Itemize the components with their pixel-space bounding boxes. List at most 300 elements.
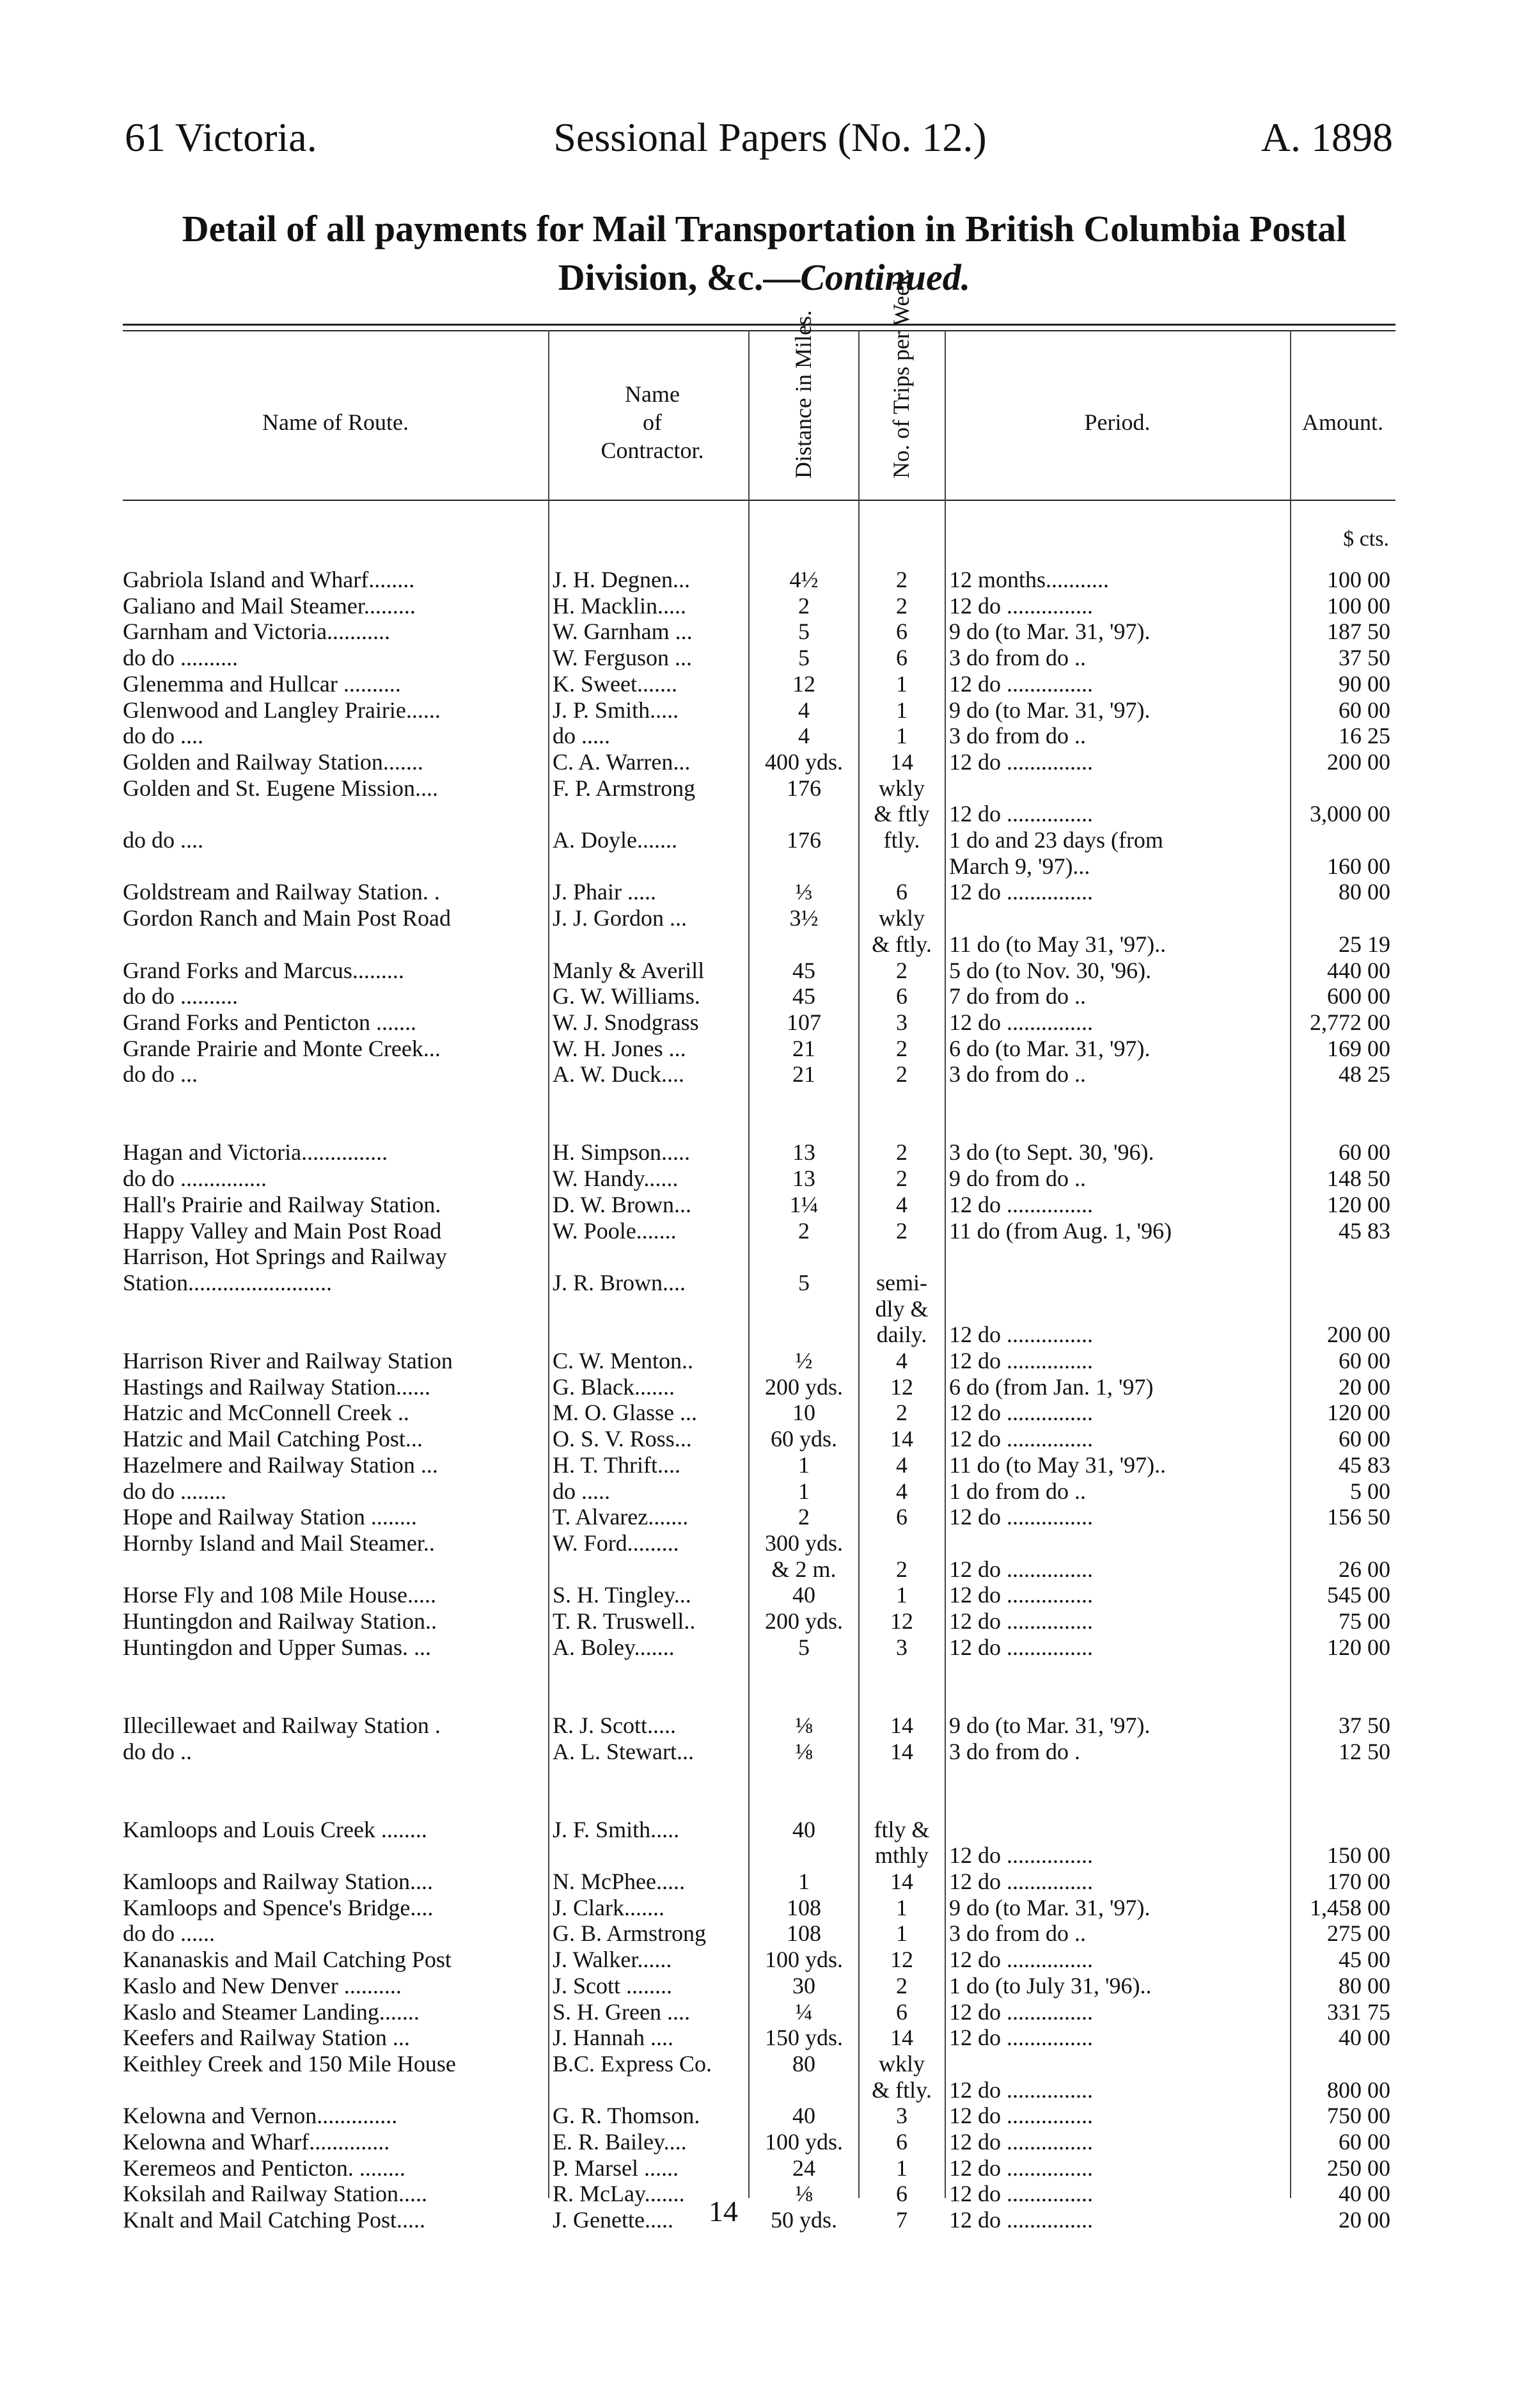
col-head-distance: Distance in Miles. bbox=[790, 310, 816, 479]
table-row bbox=[123, 1296, 1395, 1322]
cell-distance: 5 bbox=[798, 1634, 810, 1660]
cell-period: 7 do from do .. bbox=[949, 983, 1086, 1009]
cell-period: 12 do ............... bbox=[949, 1426, 1093, 1452]
cell-period: 12 do ............... bbox=[949, 1504, 1093, 1530]
cell-contractor: W. Poole....... bbox=[553, 1217, 677, 1244]
cell-amount: 156 50 bbox=[1327, 1504, 1390, 1530]
cell-trips: 2 bbox=[896, 1035, 908, 1061]
cell-trips: 1 bbox=[896, 670, 908, 697]
cell-trips: 12 bbox=[890, 1608, 913, 1634]
cell-trips: 7 bbox=[896, 2207, 908, 2233]
cell-route: Kaslo and Steamer Landing....... bbox=[123, 1998, 420, 2025]
cell-route: Hope and Railway Station ........ bbox=[123, 1504, 417, 1530]
table-row bbox=[123, 1009, 1395, 1035]
cell-contractor: A. Boley....... bbox=[553, 1634, 675, 1660]
header-bottom-rule bbox=[123, 500, 1395, 501]
cell-contractor: W. H. Jones ... bbox=[553, 1035, 686, 1061]
cell-route: Hall's Prairie and Railway Station. bbox=[123, 1191, 441, 1217]
cell-amount: 545 00 bbox=[1327, 1582, 1390, 1608]
cell-trips: 2 bbox=[896, 1972, 908, 1998]
cell-contractor: do ..... bbox=[553, 723, 610, 749]
cell-distance: 40 bbox=[792, 2103, 815, 2129]
cell-distance: 108 bbox=[787, 1920, 821, 1947]
cell-contractor: G. R. Thomson. bbox=[553, 2103, 700, 2129]
cell-amount: 120 00 bbox=[1327, 1634, 1390, 1660]
cell-distance: 45 bbox=[792, 983, 815, 1009]
cell-trips: semi- bbox=[876, 1269, 927, 1295]
cell-contractor: J. Walker...... bbox=[553, 1947, 672, 1973]
cell-period: 11 do (to May 31, '97).. bbox=[949, 1452, 1167, 1478]
table-row bbox=[123, 1660, 1395, 1686]
cell-amount: 250 00 bbox=[1327, 2155, 1390, 2181]
cell-distance: 1¼ bbox=[789, 1191, 819, 1217]
cell-contractor: Manly & Averill bbox=[553, 957, 705, 983]
cell-amount: 60 00 bbox=[1339, 1426, 1390, 1452]
table-row bbox=[123, 801, 1395, 827]
cell-route: do do ...... bbox=[123, 1920, 215, 1947]
table-row bbox=[123, 645, 1395, 670]
table-row bbox=[123, 2025, 1395, 2050]
cell-trips: dly & bbox=[875, 1295, 929, 1322]
col-head-route: Name of Route. bbox=[262, 409, 409, 435]
cell-amount: 331 75 bbox=[1327, 1998, 1390, 2025]
cell-contractor: A. L. Stewart... bbox=[553, 1738, 694, 1764]
header-session: 61 Victoria. bbox=[125, 115, 317, 160]
cell-trips: 12 bbox=[890, 1947, 913, 1973]
cell-amount: 16 25 bbox=[1339, 723, 1390, 749]
cell-contractor: B.C. Express Co. bbox=[553, 2050, 712, 2077]
cell-route: Grande Prairie and Monte Creek... bbox=[123, 1035, 441, 1061]
cell-route: Huntingdon and Upper Sumas. ... bbox=[123, 1634, 431, 1660]
cell-contractor: A. Doyle....... bbox=[553, 827, 677, 853]
table-row bbox=[123, 1842, 1395, 1868]
table-row bbox=[123, 1713, 1395, 1738]
cell-period: 3 do from do . bbox=[949, 1738, 1080, 1764]
table-row bbox=[123, 1869, 1395, 1894]
table-row bbox=[123, 2077, 1395, 2103]
table-row bbox=[123, 1426, 1395, 1452]
cell-distance: 200 yds. bbox=[764, 1373, 843, 1400]
cell-distance: 176 bbox=[787, 827, 821, 853]
table-row bbox=[123, 879, 1395, 905]
cell-amount: 160 00 bbox=[1327, 853, 1390, 879]
cell-trips: 2 bbox=[896, 957, 908, 983]
cell-contractor: J. H. Degnen... bbox=[553, 567, 690, 592]
cell-distance: 10 bbox=[792, 1400, 815, 1426]
cell-contractor: W. J. Snodgrass bbox=[553, 1009, 699, 1035]
cell-trips: 14 bbox=[890, 1712, 913, 1738]
table-row bbox=[123, 1270, 1395, 1295]
cell-trips: 6 bbox=[896, 1998, 908, 2025]
cell-contractor: A. W. Duck.... bbox=[553, 1061, 684, 1088]
cell-route: Golden and St. Eugene Mission.... bbox=[123, 775, 438, 801]
cell-period: 3 do from do .. bbox=[949, 723, 1086, 749]
cell-trips: mthly bbox=[874, 1842, 929, 1869]
cell-trips: 2 bbox=[896, 1217, 908, 1244]
col-head-period: Period. bbox=[1084, 409, 1151, 435]
table-row bbox=[123, 1634, 1395, 1660]
cell-trips: 4 bbox=[896, 1191, 908, 1217]
cell-trips: 2 bbox=[896, 1139, 908, 1166]
cell-route: Keefers and Railway Station ... bbox=[123, 2025, 410, 2051]
cell-period: 9 do (to Mar. 31, '97). bbox=[949, 697, 1151, 723]
table-row bbox=[123, 1036, 1395, 1061]
cell-distance: 1 bbox=[798, 1452, 810, 1478]
cell-trips: 14 bbox=[890, 1738, 913, 1764]
cell-period: 12 do ............... bbox=[949, 1009, 1093, 1035]
cell-distance: 3½ bbox=[789, 905, 819, 931]
cell-amount: 150 00 bbox=[1327, 1842, 1390, 1869]
cell-route: Kamloops and Louis Creek ........ bbox=[123, 1816, 427, 1842]
cell-amount: 187 50 bbox=[1327, 619, 1390, 645]
cell-route: Kananaskis and Mail Catching Post bbox=[123, 1947, 452, 1973]
cell-distance: 2 bbox=[798, 1504, 810, 1530]
cell-amount: 45 00 bbox=[1339, 1947, 1390, 1973]
cell-route: Station......................... bbox=[123, 1269, 333, 1295]
table-row bbox=[123, 1556, 1395, 1582]
cell-period: March 9, '97)... bbox=[949, 853, 1090, 879]
table-row bbox=[123, 1764, 1395, 1790]
cell-trips: 1 bbox=[896, 1920, 908, 1947]
cell-trips: 6 bbox=[896, 645, 908, 671]
cell-amount: 600 00 bbox=[1327, 983, 1390, 1009]
table-row bbox=[123, 671, 1395, 697]
cell-distance: 12 bbox=[792, 670, 815, 697]
top-rule bbox=[123, 324, 1395, 326]
cell-period: 12 do ............... bbox=[949, 1191, 1093, 1217]
cell-trips: 1 bbox=[896, 723, 908, 749]
cell-distance: 5 bbox=[798, 619, 810, 645]
table-row bbox=[123, 931, 1395, 957]
table-row bbox=[123, 567, 1395, 592]
cell-distance: 300 yds. bbox=[764, 1530, 843, 1556]
table-row bbox=[123, 983, 1395, 1009]
cell-distance: 150 yds. bbox=[764, 2025, 843, 2051]
cell-contractor: G. B. Armstrong bbox=[553, 1920, 707, 1947]
cell-distance: 5 bbox=[798, 1269, 810, 1295]
cell-period: 12 do ............... bbox=[949, 1634, 1093, 1660]
cell-contractor: E. R. Bailey.... bbox=[553, 2129, 687, 2155]
cell-distance: ⅛ bbox=[795, 2181, 813, 2207]
cell-trips: 4 bbox=[896, 1348, 908, 1373]
cell-period: 12 do ............... bbox=[949, 1400, 1093, 1426]
cell-route: Gordon Ranch and Main Post Road bbox=[123, 905, 451, 931]
cell-route: Hastings and Railway Station...... bbox=[123, 1373, 430, 1400]
cell-amount: 80 00 bbox=[1339, 879, 1390, 905]
cell-amount: 45 83 bbox=[1339, 1217, 1390, 1244]
cell-route: Grand Forks and Marcus......... bbox=[123, 957, 404, 983]
cell-period: 9 do (to Mar. 31, '97). bbox=[949, 1894, 1151, 1920]
cell-route: Goldstream and Railway Station. . bbox=[123, 879, 440, 905]
cell-contractor: M. O. Glasse ... bbox=[553, 1400, 697, 1426]
cell-amount: 120 00 bbox=[1327, 1400, 1390, 1426]
cell-trips: 3 bbox=[896, 1009, 908, 1035]
cell-trips: 3 bbox=[896, 1634, 908, 1660]
cell-trips: 2 bbox=[896, 1556, 908, 1582]
cell-contractor: G. Black....... bbox=[553, 1373, 675, 1400]
cell-amount: 20 00 bbox=[1339, 2207, 1390, 2233]
cell-contractor: S. H. Green .... bbox=[553, 1998, 690, 2025]
table-row bbox=[123, 1218, 1395, 1244]
cell-route: do do ........ bbox=[123, 1478, 226, 1504]
cell-distance: 13 bbox=[792, 1166, 815, 1192]
cell-distance: 4 bbox=[798, 723, 810, 749]
cell-route: Keremeos and Penticton. ........ bbox=[123, 2155, 405, 2181]
cell-contractor: J. J. Gordon ... bbox=[553, 905, 688, 931]
cell-distance: 1 bbox=[798, 1869, 810, 1894]
cell-distance: 40 bbox=[792, 1816, 815, 1842]
cell-contractor: J. R. Brown.... bbox=[553, 1269, 686, 1295]
cell-distance: 50 yds. bbox=[770, 2207, 837, 2233]
cell-trips: wkly bbox=[879, 775, 925, 801]
cell-trips: 6 bbox=[896, 2181, 908, 2207]
cell-contractor: R. McLay....... bbox=[553, 2181, 685, 2207]
cell-trips: 2 bbox=[896, 1400, 908, 1426]
cell-distance: 30 bbox=[792, 1972, 815, 1998]
cell-route: Galiano and Mail Steamer......... bbox=[123, 592, 416, 619]
table-row bbox=[123, 723, 1395, 748]
cell-contractor: C. W. Menton.. bbox=[553, 1348, 694, 1373]
cell-route: Koksilah and Railway Station..... bbox=[123, 2181, 427, 2207]
cell-contractor: W. Ford......... bbox=[553, 1530, 679, 1556]
cell-route: Happy Valley and Main Post Road bbox=[123, 1217, 442, 1244]
cell-distance: ⅓ bbox=[795, 879, 813, 905]
cell-contractor: J. Clark....... bbox=[553, 1894, 664, 1920]
table-row bbox=[123, 1504, 1395, 1530]
cell-contractor: J. Scott ........ bbox=[553, 1972, 673, 1998]
table-row bbox=[123, 905, 1395, 931]
cell-amount: 37 50 bbox=[1339, 645, 1390, 671]
cell-contractor: H. T. Thrift.... bbox=[553, 1452, 680, 1478]
cell-amount: 100 00 bbox=[1327, 567, 1390, 592]
table-row bbox=[123, 1452, 1395, 1478]
table-row bbox=[123, 1244, 1395, 1269]
cell-contractor: G. W. Williams. bbox=[553, 983, 700, 1009]
cell-contractor: J. Phair ..... bbox=[553, 879, 656, 905]
cell-contractor: F. P. Armstrong bbox=[553, 775, 696, 801]
cell-route: Hornby Island and Mail Steamer.. bbox=[123, 1530, 435, 1556]
cell-route: Glenemma and Hullcar .......... bbox=[123, 670, 401, 697]
cell-amount: 26 00 bbox=[1339, 1556, 1390, 1582]
cell-trips: 6 bbox=[896, 983, 908, 1009]
cell-period: 12 do ............... bbox=[949, 801, 1093, 827]
title-main: Detail of all payments for Mail Transportation in British Columbia Postal Division, &c.— bbox=[182, 208, 1347, 298]
cell-distance: ¼ bbox=[795, 1998, 813, 2025]
cell-amount: 25 19 bbox=[1339, 931, 1390, 957]
cell-trips: 1 bbox=[896, 1582, 908, 1608]
title-continued: Continued. bbox=[800, 257, 971, 298]
cell-period: 3 do from do .. bbox=[949, 1920, 1086, 1947]
cell-amount: 45 83 bbox=[1339, 1452, 1390, 1478]
cell-contractor: C. A. Warren... bbox=[553, 748, 691, 775]
table-row bbox=[123, 1400, 1395, 1425]
cell-period: 12 do ............... bbox=[949, 2103, 1093, 2129]
cell-amount: 37 50 bbox=[1339, 1712, 1390, 1738]
cell-amount: 169 00 bbox=[1327, 1035, 1390, 1061]
cell-amount: 120 00 bbox=[1327, 1191, 1390, 1217]
table-row bbox=[123, 1608, 1395, 1634]
table-row bbox=[123, 2051, 1395, 2077]
document-title bbox=[115, 205, 1413, 302]
cell-amount: 750 00 bbox=[1327, 2103, 1390, 2129]
cell-period: 12 do ............... bbox=[949, 748, 1093, 775]
cell-distance: 60 yds. bbox=[770, 1426, 837, 1452]
cell-trips: 6 bbox=[896, 2129, 908, 2155]
cell-route: Kaslo and New Denver .......... bbox=[123, 1972, 402, 1998]
cell-period: 3 do from do .. bbox=[949, 1061, 1086, 1088]
cell-route: Golden and Railway Station....... bbox=[123, 748, 423, 775]
cell-period: 1 do (to July 31, '96).. bbox=[949, 1972, 1152, 1998]
cell-route: Illecillewaet and Railway Station . bbox=[123, 1712, 441, 1738]
cell-route: Horse Fly and 108 Mile House..... bbox=[123, 1582, 436, 1608]
cell-period: 12 do ............... bbox=[949, 2207, 1093, 2233]
cell-amount: 100 00 bbox=[1327, 592, 1390, 619]
col-head-contractor-1: Name bbox=[625, 381, 680, 407]
table-row bbox=[123, 749, 1395, 775]
cell-route: do do .... bbox=[123, 723, 203, 749]
cell-distance: 100 yds. bbox=[764, 1947, 843, 1973]
cell-contractor: H. Macklin..... bbox=[553, 592, 686, 619]
table-row bbox=[123, 619, 1395, 644]
table-row bbox=[123, 853, 1395, 879]
cell-route: Kelowna and Vernon.............. bbox=[123, 2103, 398, 2129]
table-row bbox=[123, 1973, 1395, 1998]
cell-period: 12 do ............... bbox=[949, 2155, 1093, 2181]
table-row bbox=[123, 1192, 1395, 1217]
cell-trips: 6 bbox=[896, 1504, 908, 1530]
cell-trips: 2 bbox=[896, 592, 908, 619]
cell-contractor: K. Sweet....... bbox=[553, 670, 677, 697]
cell-trips: 4 bbox=[896, 1478, 908, 1504]
table-row bbox=[123, 1530, 1395, 1556]
cell-period: 3 do (to Sept. 30, '96). bbox=[949, 1139, 1154, 1166]
cell-amount: 20 00 bbox=[1339, 1373, 1390, 1400]
cell-route: do do .......... bbox=[123, 983, 238, 1009]
cell-amount: 75 00 bbox=[1339, 1608, 1390, 1634]
cell-route: Hatzic and McConnell Creek .. bbox=[123, 1400, 409, 1426]
cell-amount: 40 00 bbox=[1339, 2025, 1390, 2051]
cell-period: 12 do ............... bbox=[949, 1869, 1093, 1894]
cell-trips: 4 bbox=[896, 1452, 908, 1478]
cell-distance: ⅛ bbox=[795, 1738, 813, 1764]
cell-distance: 107 bbox=[787, 1009, 821, 1035]
cell-trips: daily. bbox=[876, 1322, 927, 1348]
cell-amount: 440 00 bbox=[1327, 957, 1390, 983]
cell-distance: 80 bbox=[792, 2050, 815, 2077]
col-head-contractor bbox=[556, 380, 748, 464]
table-row bbox=[123, 1348, 1395, 1373]
cell-amount: 90 00 bbox=[1339, 670, 1390, 697]
cell-route: Kamloops and Railway Station.... bbox=[123, 1869, 433, 1894]
table-row bbox=[123, 1374, 1395, 1400]
cell-route: do do .......... bbox=[123, 645, 238, 671]
cell-period: 1 do from do .. bbox=[949, 1478, 1086, 1504]
cell-contractor: O. S. V. Ross... bbox=[553, 1426, 692, 1452]
amount-units: $ cts. bbox=[1343, 527, 1389, 551]
cell-contractor: J. F. Smith..... bbox=[553, 1816, 680, 1842]
cell-trips: 1 bbox=[896, 1894, 908, 1920]
cell-period: 12 do ............... bbox=[949, 1608, 1093, 1634]
col-head-contractor-2: of bbox=[643, 409, 662, 435]
table-row bbox=[123, 2181, 1395, 2206]
cell-trips: wkly bbox=[879, 905, 925, 931]
cell-period: 12 do ............... bbox=[949, 1998, 1093, 2025]
cell-amount: 200 00 bbox=[1327, 748, 1390, 775]
table-row bbox=[123, 1478, 1395, 1504]
table-row bbox=[123, 1895, 1395, 1920]
cell-trips: wkly bbox=[879, 2050, 925, 2077]
cell-trips: ftly & bbox=[874, 1816, 930, 1842]
cell-route: Hatzic and Mail Catching Post... bbox=[123, 1426, 423, 1452]
cell-trips: 14 bbox=[890, 2025, 913, 2051]
top-rule-2 bbox=[123, 330, 1395, 331]
cell-period: 12 do ............... bbox=[949, 1322, 1093, 1348]
cell-period: 12 do ............... bbox=[949, 1947, 1093, 1973]
cell-period: 12 do ............... bbox=[949, 1582, 1093, 1608]
cell-distance: ⅛ bbox=[795, 1712, 813, 1738]
cell-distance: 2 bbox=[798, 1217, 810, 1244]
cell-contractor: T. Alvarez....... bbox=[553, 1504, 689, 1530]
cell-period: 12 do ............... bbox=[949, 879, 1093, 905]
cell-contractor: N. McPhee..... bbox=[553, 1869, 685, 1894]
cell-route: Glenwood and Langley Prairie...... bbox=[123, 697, 441, 723]
table-row bbox=[123, 1322, 1395, 1347]
cell-amount: 48 25 bbox=[1339, 1061, 1390, 1088]
cell-period: 11 do (from Aug. 1, '96) bbox=[949, 1217, 1172, 1244]
cell-trips: 2 bbox=[896, 1166, 908, 1192]
cell-route: do do ... bbox=[123, 1061, 198, 1088]
cell-period: 12 do ............... bbox=[949, 2181, 1093, 2207]
cell-contractor: J. P. Smith..... bbox=[553, 697, 679, 723]
table-row bbox=[123, 1739, 1395, 1764]
cell-distance: 5 bbox=[798, 645, 810, 671]
table-row bbox=[123, 2103, 1395, 2128]
cell-contractor: W. Ferguson ... bbox=[553, 645, 693, 671]
cell-contractor: J. Hannah .... bbox=[553, 2025, 673, 2051]
cell-contractor: T. R. Truswell.. bbox=[553, 1608, 696, 1634]
cell-amount: 148 50 bbox=[1327, 1166, 1390, 1192]
cell-period: 12 do ............... bbox=[949, 2129, 1093, 2155]
cell-amount: 170 00 bbox=[1327, 1869, 1390, 1894]
table-row bbox=[123, 1139, 1395, 1165]
cell-route: Grand Forks and Penticton ....... bbox=[123, 1009, 416, 1035]
cell-period: 12 do ............... bbox=[949, 1556, 1093, 1582]
cell-route: do do ............... bbox=[123, 1166, 267, 1192]
cell-route: Garnham and Victoria........... bbox=[123, 619, 391, 645]
table-row bbox=[123, 775, 1395, 801]
cell-period: 12 do ............... bbox=[949, 670, 1093, 697]
cell-trips: 6 bbox=[896, 619, 908, 645]
cell-period: 12 do ............... bbox=[949, 1348, 1093, 1373]
table-row bbox=[123, 697, 1395, 723]
col-head-contractor-3: Contractor. bbox=[601, 438, 704, 463]
cell-route: Kamloops and Spence's Bridge.... bbox=[123, 1894, 434, 1920]
table-row bbox=[123, 2155, 1395, 2181]
cell-distance: 40 bbox=[792, 1582, 815, 1608]
cell-route: Knalt and Mail Catching Post..... bbox=[123, 2207, 425, 2233]
cell-distance: 45 bbox=[792, 957, 815, 983]
header-year: A. 1898 bbox=[1261, 115, 1393, 160]
cell-trips: 6 bbox=[896, 879, 908, 905]
cell-distance: 176 bbox=[787, 775, 821, 801]
cell-contractor: J. Genette..... bbox=[553, 2207, 673, 2233]
cell-distance: 21 bbox=[792, 1061, 815, 1088]
cell-period: 6 do (from Jan. 1, '97) bbox=[949, 1373, 1154, 1400]
cell-contractor: W. Handy...... bbox=[553, 1166, 679, 1192]
cell-period: 12 do ............... bbox=[949, 2025, 1093, 2051]
cell-period: 9 do (to Mar. 31, '97). bbox=[949, 619, 1151, 645]
table-row bbox=[123, 1791, 1395, 1816]
